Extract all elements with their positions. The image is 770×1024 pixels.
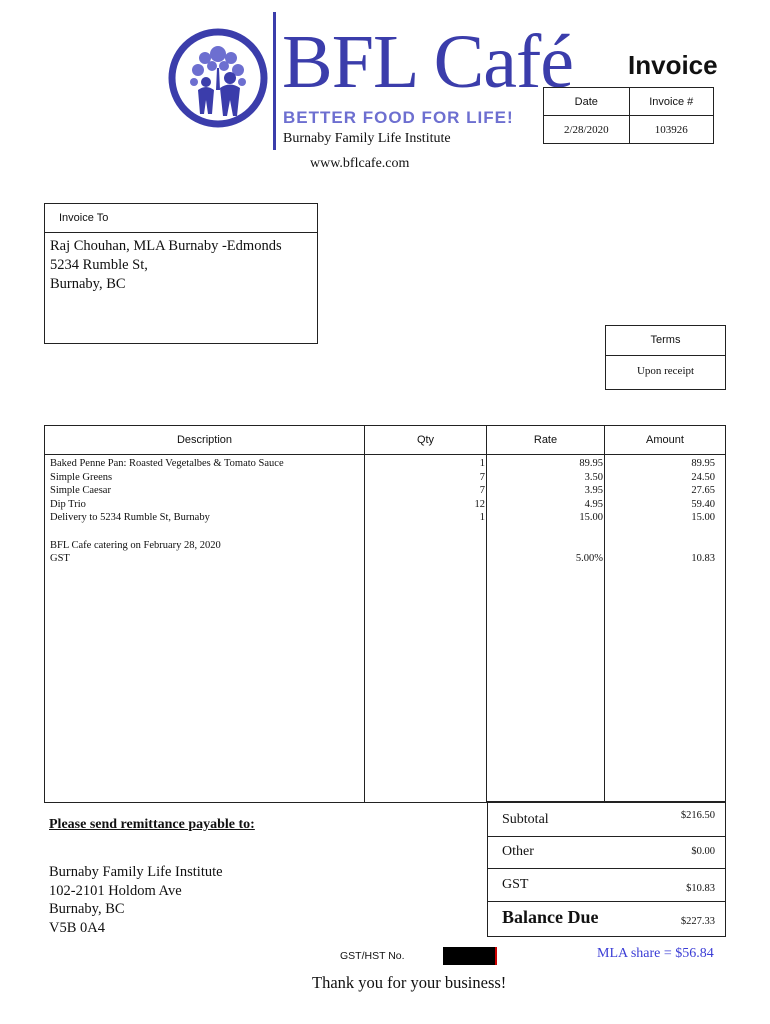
header-rate: Rate — [533, 434, 558, 446]
brand-website: www.bflcafe.com — [310, 156, 410, 171]
item-rate: 4.95 — [584, 498, 603, 510]
terms-value: Upon receipt — [636, 365, 695, 377]
mla-share-annotation: MLA share = $56.84 — [597, 946, 714, 961]
item-qty: 12 — [474, 498, 485, 510]
invoice-to-line: 5234 Rumble St, — [50, 257, 148, 273]
header-qty: Qty — [416, 434, 435, 446]
invoice-number-label: Invoice # — [629, 88, 713, 116]
item-description: Delivery to 5234 Rumble St, Burnaby — [50, 512, 210, 524]
item-description: BFL Cafe catering on February 28, 2020 — [50, 539, 221, 551]
item-amount: 24.50 — [691, 471, 715, 483]
header-description: Description — [176, 434, 233, 446]
subtotal-value: $216.50 — [680, 810, 715, 821]
item-rate: 3.95 — [584, 485, 603, 497]
logo-tree-icon — [168, 28, 268, 128]
invoice-to-line: Raj Chouhan, MLA Burnaby -Edmonds — [50, 238, 282, 254]
gst-hst-number-label: GST/HST No. — [340, 950, 405, 962]
item-amount: 27.65 — [691, 485, 715, 497]
remittance-line: V5B 0A4 — [49, 919, 105, 936]
table-row — [45, 498, 725, 512]
item-description: Baked Penne Pan: Roasted Vegetalbes & Tomato Sauce — [50, 458, 284, 469]
item-description: GST — [50, 553, 70, 565]
invoice-to-label: Invoice To — [45, 204, 317, 233]
table-row — [45, 552, 725, 566]
invoice-to-address — [45, 233, 317, 294]
item-rate: 89.95 — [579, 458, 603, 469]
table-header — [45, 426, 725, 455]
item-description: Simple Greens — [50, 471, 113, 483]
logo-divider — [273, 12, 276, 150]
item-amount: 89.95 — [691, 458, 715, 469]
table-row — [45, 539, 725, 553]
line-items-table — [44, 425, 726, 803]
brand-name: BFL Café — [282, 20, 574, 104]
invoice-meta-table — [543, 87, 714, 144]
item-rate: 3.50 — [584, 471, 603, 483]
item-amount: 15.00 — [691, 512, 715, 524]
brand-institute: Burnaby Family Life Institute — [283, 131, 451, 146]
totals-box — [487, 801, 726, 937]
invoice-to-box — [44, 203, 318, 344]
remittance-line: 102-2101 Holdom Ave — [49, 882, 182, 899]
subtotal-label: Subtotal — [502, 812, 549, 827]
invoice-date: 2/28/2020 — [544, 116, 630, 144]
item-amount: 59.40 — [691, 498, 715, 510]
other-value: $0.00 — [691, 846, 715, 857]
remittance-title: Please send remittance payable to: — [49, 817, 255, 832]
brand-tagline: BETTER FOOD FOR LIFE! — [283, 108, 514, 127]
item-qty: 1 — [479, 458, 485, 469]
table-body — [45, 457, 725, 566]
redacted-gst-number — [443, 947, 497, 965]
terms-label: Terms — [606, 326, 725, 356]
balance-due-label: Balance Due — [502, 907, 599, 927]
table-row — [45, 525, 725, 539]
item-rate: 5.00% — [575, 553, 603, 565]
gst-total-label: GST — [502, 877, 529, 892]
invoice-to-line: Burnaby, BC — [50, 276, 126, 292]
balance-row — [488, 901, 725, 936]
terms-box — [605, 325, 726, 390]
gst-total-value: $10.83 — [686, 883, 715, 894]
balance-due-value: $227.33 — [680, 916, 715, 927]
item-qty: 7 — [479, 485, 485, 497]
remittance-address — [49, 863, 223, 937]
item-qty: 7 — [479, 471, 485, 483]
subtotal-row — [488, 801, 725, 836]
invoice-number: 103926 — [629, 116, 713, 144]
gst-row — [488, 868, 725, 901]
item-description: Dip Trio — [50, 498, 86, 510]
table-row — [45, 457, 725, 471]
table-row — [45, 471, 725, 485]
item-amount: 10.83 — [691, 553, 715, 565]
remittance-line: Burnaby, BC — [49, 901, 125, 917]
thank-you-message: Thank you for your business! — [312, 973, 507, 992]
item-qty: 1 — [479, 512, 485, 524]
other-label: Other — [502, 844, 534, 859]
table-row — [45, 511, 725, 525]
other-row — [488, 836, 725, 868]
header-amount: Amount — [646, 434, 684, 446]
invoice-title: Invoice — [628, 50, 718, 80]
table-row — [45, 484, 725, 498]
remittance-line: Burnaby Family Life Institute — [49, 864, 223, 880]
item-rate: 15.00 — [579, 512, 603, 524]
date-label: Date — [544, 88, 630, 116]
item-description: Simple Caesar — [50, 485, 111, 497]
